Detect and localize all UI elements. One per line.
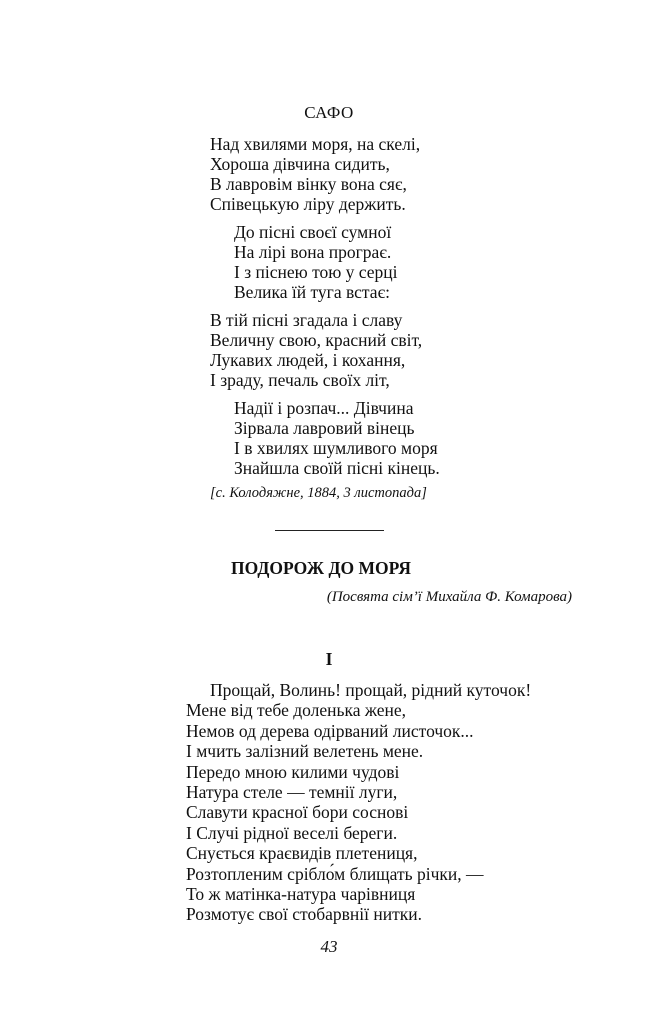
poem-line: І мчить залізний велетень мене. — [186, 741, 424, 762]
poem-line: Натура стеле — темнії луги, — [186, 781, 398, 802]
poem-line: І Случі рідної веселі береги. — [186, 822, 398, 843]
poem-stanza-2 — [234, 222, 398, 302]
poem-line: Величну свою, красний світ, — [210, 330, 423, 350]
poem-title-journey-to-sea: ПОДОРОЖ ДО МОРЯ — [231, 558, 412, 578]
poem-line: Мене від тебе доленька жене, — [186, 700, 407, 721]
poem-line: Співецькую ліру держить. — [210, 194, 406, 214]
poem-line: І зраду, печаль своїх літ, — [210, 370, 390, 390]
poem-line: То ж матінка-натура чарівниця — [186, 883, 416, 904]
poem-line: Знайшла своїй пісні кінець. — [234, 458, 440, 478]
poem-line: Славути красної бори соснові — [186, 802, 409, 823]
poem-line: Снується краєвидів плетениця, — [186, 843, 418, 864]
poem-line: І в хвилях шумливого моря — [234, 438, 438, 458]
poem-line: Лукавих людей, і кохання, — [210, 350, 406, 370]
poem-line: Передо мною килими чудові — [186, 761, 400, 782]
poem-line: На лірі вона програє. — [234, 242, 392, 262]
poem-title-sappho: САФО — [304, 103, 354, 122]
poem-line: До пісні своєї сумної — [234, 222, 392, 242]
poem-line: Розмотує свої стобарвнії нитки. — [186, 904, 422, 925]
poem-stanza-1 — [210, 134, 420, 214]
poem-line: В тій пісні згадала і славу — [210, 310, 403, 330]
poem-line: Немов од дерева одірваний листочок... — [186, 720, 474, 741]
poem-line: Розтопленим срібло́м блищать річки, — — [186, 863, 484, 884]
poem-line: Прощай, Волинь! прощай, рідний куточок! — [210, 680, 532, 700]
poem-dedication: (Посвята сім’ї Михайла Ф. Комарова) — [326, 589, 572, 605]
poem-line: В лавровім вінку вона сяє, — [210, 174, 407, 194]
poem-body-section-1 — [186, 680, 531, 925]
poem-stanza-4 — [234, 398, 440, 478]
poem-dateline: [с. Колодяжне, 1884, 3 листопада] — [210, 485, 427, 501]
poem-line: Велика їй туга встає: — [234, 282, 390, 302]
page-number: 43 — [320, 937, 338, 956]
section-divider — [275, 530, 384, 531]
poem-stanza-3 — [210, 310, 422, 390]
section-numeral: I — [325, 649, 333, 669]
poem-line: Над хвилями моря, на скелі, — [210, 134, 421, 154]
poem-line: І з піснею тою у серці — [234, 262, 398, 282]
poem-line: Зірвала лавровий вінець — [234, 418, 415, 438]
poem-line: Надії і розпач... Дівчина — [234, 398, 414, 418]
poem-line: Хороша дівчина сидить, — [210, 154, 390, 174]
